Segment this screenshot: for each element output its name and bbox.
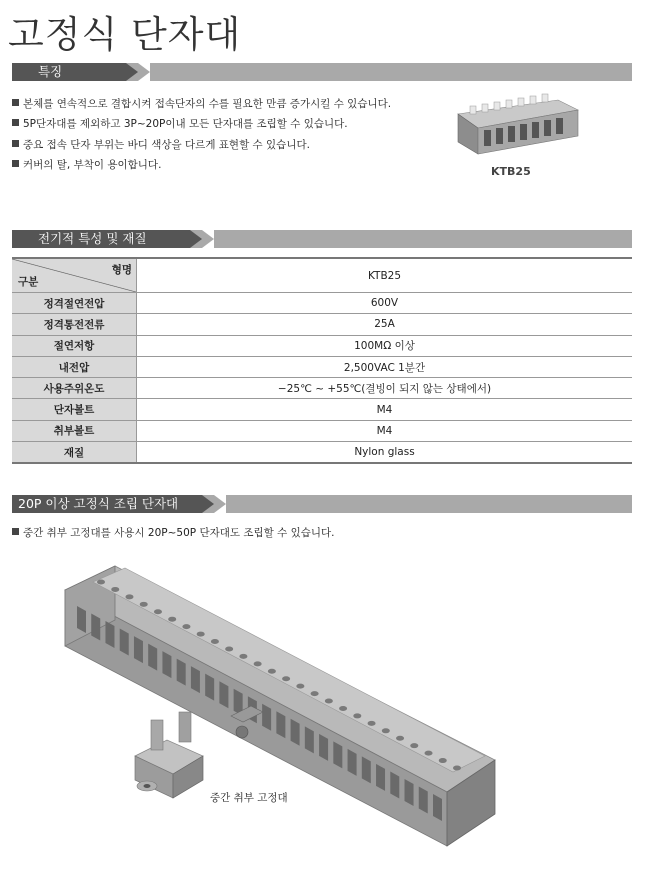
bracket-caption: 중간 취부 고정대 [210,792,288,804]
corner-top-label: 형명 [111,264,132,276]
table-row [12,293,632,314]
bracket-part [135,712,203,798]
row-value: 2,500VAC 1분간 [137,356,633,377]
table-header-row [12,258,632,293]
screw-hole [97,580,105,585]
section-label: 20P 이상 고정식 조립 단자대 [12,495,202,513]
section-notch [202,230,214,248]
row-label: 정격절연전압 [12,293,137,314]
row-label: 정격통전전류 [12,314,137,335]
row-value: 100MΩ 이상 [137,335,633,356]
feature-item: 중요 접속 단자 부위는 바디 색상을 다르게 표현할 수 있습니다. [12,135,391,155]
feature-item: 본체를 연속적으로 결합시켜 접속단자의 수를 필요한 만큼 증가시킬 수 있습니다. [12,94,391,114]
screw-hole [410,743,418,748]
screw-hole [339,706,347,711]
screw-hole [268,669,276,674]
row-label: 내전압 [12,356,137,377]
screw-hole [182,624,190,629]
feature-item: 5P단자대를 제외하고 3P~20P이내 모든 단자대를 조립할 수 있습니다. [12,114,391,134]
page-title: 고정식 단자대 [8,13,242,56]
screw-hole [168,617,176,622]
screw-hole [211,639,219,644]
row-value: −25℃ ~ +55℃(결빙이 되지 않는 상태에서) [137,378,633,399]
assembly-note: 중간 취부 고정대를 사용시 20P~50P 단자대도 조립할 수 있습니다. [12,525,335,540]
screw-hole [382,728,390,733]
row-label: 절연저항 [12,335,137,356]
table-row [12,335,632,356]
table-row [12,399,632,420]
row-label: 재질 [12,442,137,464]
bullet-icon [12,140,19,147]
screw-hole [239,654,247,659]
screw-hole [140,602,148,607]
features-list [12,94,391,175]
section-header-assembly [12,495,632,513]
feature-item: 커버의 탈, 부착이 용이합니다. [12,155,391,175]
screw-hole [111,587,119,592]
assembly-image [55,560,500,852]
row-label: 사용주위온도 [12,378,137,399]
screw-hole [154,609,162,614]
row-label: 단자볼트 [12,399,137,420]
table-row [12,420,632,441]
row-label: 취부볼트 [12,420,137,441]
section-label: 특징 [12,63,126,81]
screw-hole [325,699,333,704]
spec-table [12,257,632,464]
corner-bottom-label: 구분 [18,276,39,288]
table-row [12,442,632,464]
corner-cell [12,258,137,293]
product-image-ktb25 [452,92,582,162]
screw-hole [125,594,133,599]
section-label: 전기적 특성 및 재질 [12,230,190,248]
table-row [12,314,632,335]
row-value: 25A [137,314,633,335]
section-header-specs [12,230,632,248]
section-notch [138,63,150,81]
row-value: M4 [137,399,633,420]
product-label: KTB25 [491,165,531,178]
row-value: M4 [137,420,633,441]
screw-hole [254,661,262,666]
screw-hole [353,713,361,718]
screw-hole [225,646,233,651]
bullet-icon [12,119,19,126]
screw-hole [296,684,304,689]
section-header-features [12,63,632,81]
screw-hole [439,758,447,763]
screw-hole [311,691,319,696]
screw-hole [282,676,290,681]
screw-hole [197,632,205,637]
model-cell: KTB25 [137,258,633,293]
bullet-icon [12,160,19,167]
row-value: 600V [137,293,633,314]
row-value: Nylon glass [137,442,633,464]
screw-hole [453,766,461,771]
screw-hole [396,736,404,741]
section-notch [214,495,226,513]
table-row [12,356,632,377]
bullet-icon [12,99,19,106]
table-row [12,378,632,399]
bullet-icon [12,528,19,535]
screw-hole [425,751,433,756]
screw-hole [368,721,376,726]
